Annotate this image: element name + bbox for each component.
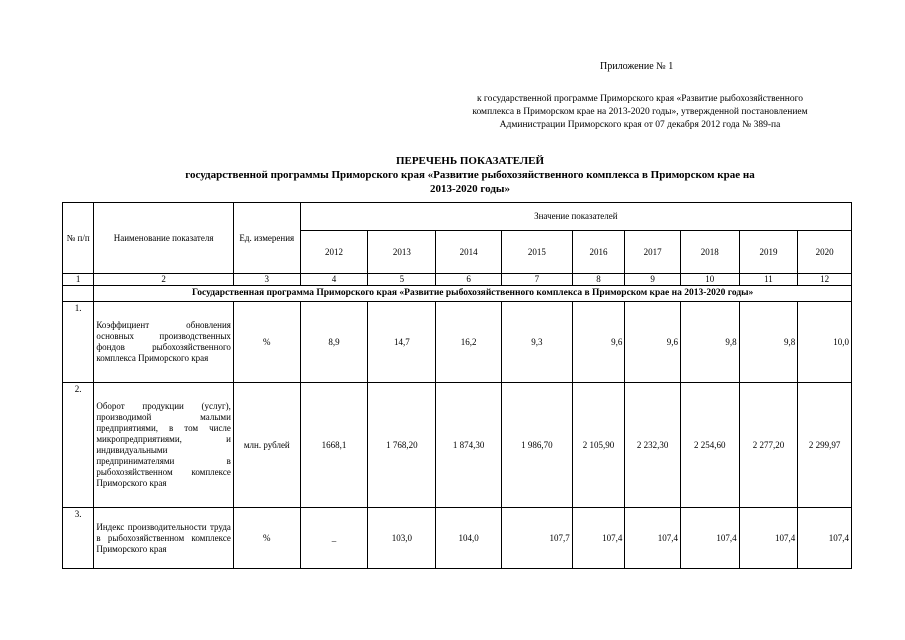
value-cell: 107,4 [625,508,681,569]
column-index: 6 [436,274,502,286]
year-header: 2019 [739,231,798,274]
value-cell: 103,0 [368,508,436,569]
value-cell: 1 768,20 [368,383,436,508]
value-cell: 107,4 [798,508,852,569]
appendix-number: Приложение № 1 [600,61,674,72]
year-header: 2020 [798,231,852,274]
appendix-reference [430,93,850,132]
section-row [63,286,852,302]
column-index: 2 [94,274,234,286]
column-index: 12 [798,274,852,286]
table-row [63,302,852,383]
header-unit: Ед. измерения [233,203,300,274]
header-no: № п/п [63,203,94,274]
value-cell: 107,7 [501,508,572,569]
table-row [63,383,852,508]
value-cell: 2 105,90 [572,383,625,508]
indicator-name: Оборот продукции (услуг), производимой малыми предприятиями, в том числе микропредприятиями, и индивидуальными предпринимателями в рыбохозяйственном комплексе Приморского края [94,383,234,508]
table-row [63,508,852,569]
year-header: 2018 [680,231,739,274]
value-cell: 1 986,70 [501,383,572,508]
indicators-table [62,202,852,569]
row-number: 1. [63,302,94,383]
value-cell: 107,4 [739,508,798,569]
appendix-line-2: комплекса в Приморском крае на 2013-2020 годы», утвержденной постановлением [472,107,808,117]
value-cell: 2 232,30 [625,383,681,508]
value-cell: 2 299,97 [798,383,852,508]
year-header: 2012 [300,231,368,274]
column-index: 5 [368,274,436,286]
row-number: 2. [63,383,94,508]
value-cell: 107,4 [572,508,625,569]
value-cell: 1 874,30 [436,383,502,508]
indicator-unit: млн. рублей [233,383,300,508]
appendix-line-1: к государственной программе Приморского края «Развитие рыбохозяйственного [476,94,804,104]
value-cell: 9,6 [572,302,625,383]
header-row-1 [63,203,852,231]
column-index: 8 [572,274,625,286]
value-cell: 10,0 [798,302,852,383]
year-header: 2017 [625,231,681,274]
column-index: 9 [625,274,681,286]
value-cell: 9,8 [680,302,739,383]
value-cell: 104,0 [436,508,502,569]
value-cell: 1668,1 [300,383,368,508]
indicator-unit: % [233,508,300,569]
value-cell: 107,4 [680,508,739,569]
value-cell: 2 254,60 [680,383,739,508]
document-title [150,154,790,196]
column-index: 10 [680,274,739,286]
title-line-2: государственной программы Приморского края «Развитие рыбохозяйственного комплекса в Приморском крае на [185,169,755,181]
year-header: 2014 [436,231,502,274]
value-cell: 8,9 [300,302,368,383]
column-index: 7 [501,274,572,286]
year-header: 2013 [368,231,436,274]
row-number: 3. [63,508,94,569]
year-header: 2016 [572,231,625,274]
section-title: Государственная программа Приморского края «Развитие рыбохозяйственного комплекса в Приморском крае на 2013-2020 годы» [94,286,852,302]
appendix-line-3: Администрации Приморского края от 07 декабря 2012 года № 389-па [499,120,781,130]
value-cell: 2 277,20 [739,383,798,508]
value-cell: 9,6 [625,302,681,383]
value-cell: _ [300,508,368,569]
column-index: 1 [63,274,94,286]
indicator-name: Индекс производительности труда в рыбохозяйственном комплексе Приморского края [94,508,234,569]
column-index-row [63,274,852,286]
indicator-name: Коэффициент обновления основных производственных фондов рыбохозяйственного комплекса Приморского края [94,302,234,383]
title-line-3: 2013-2020 годы» [430,183,510,195]
column-index: 4 [300,274,368,286]
value-cell: 16,2 [436,302,502,383]
value-cell: 9,3 [501,302,572,383]
column-index: 3 [233,274,300,286]
header-name: Наименование показателя [94,203,234,274]
value-cell: 9,8 [739,302,798,383]
column-index: 11 [739,274,798,286]
header-values: Значение показателей [300,203,851,231]
indicator-unit: % [233,302,300,383]
section-spacer [63,286,94,302]
title-line-1: ПЕРЕЧЕНЬ ПОКАЗАТЕЛЕЙ [395,155,545,167]
value-cell: 14,7 [368,302,436,383]
year-header: 2015 [501,231,572,274]
